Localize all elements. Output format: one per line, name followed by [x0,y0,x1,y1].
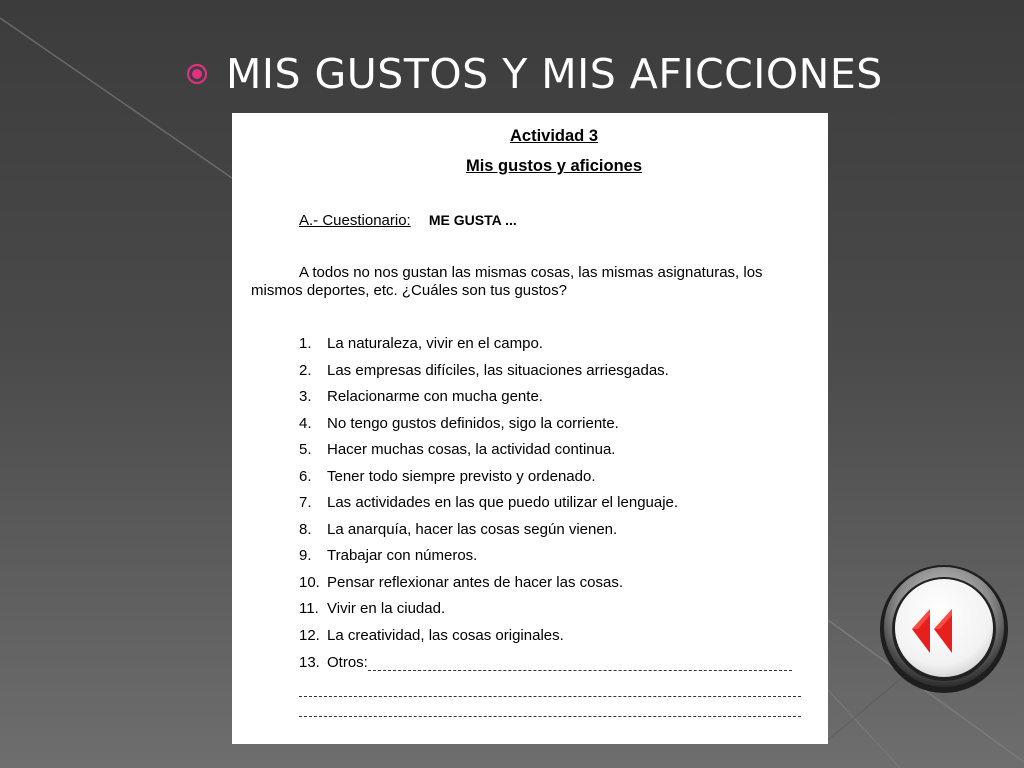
list-item [299,521,617,538]
list-item-number: 4. [299,415,312,432]
list-item [299,547,477,564]
list-item-number: 5. [299,441,312,458]
intro-paragraph: A todos no nos gustan las mismas cosas, las mismas asignaturas, los mismos deportes, etc. ¿Cuáles son tus gustos? [251,264,763,299]
list-item [299,362,669,379]
worksheet-subheading: Mis gustos y aficiones [465,157,643,175]
list-item [299,627,564,644]
list-item [299,415,619,432]
list-item [299,600,445,617]
list-item [299,494,678,511]
list-item-number: 6. [299,468,312,485]
list-item [299,574,623,591]
back-button[interactable] [878,563,1010,695]
list-item-number: 10. [299,574,320,591]
list-item-number: 3. [299,388,312,405]
slide-title [186,48,883,100]
list-item-text: Las actividades en las que puedo utilizar el lenguaje. [327,494,679,511]
otros-label: Otros: [327,654,368,671]
list-item-number: 11. [299,600,319,617]
section-header [299,212,517,229]
answer-line [299,716,801,717]
list-item-number: 1. [299,335,312,352]
section-label: A.- Cuestionario: [299,212,411,229]
answer-line [299,696,801,697]
list-item-text: La creatividad, las cosas originales. [327,627,564,644]
list-item-text: Tener todo siempre previsto y ordenado. [327,468,596,485]
list-item-text: La naturaleza, vivir en el campo. [327,335,543,352]
list-item-number: 13. [299,654,320,671]
otros-answer-line [368,656,792,671]
list-item-text: Pensar reflexionar antes de hacer las cosas. [327,574,623,591]
worksheet-document [232,113,828,744]
list-item-number: 7. [299,494,312,511]
section-value: ME GUSTA ... [428,212,517,228]
list-item-number: 8. [299,521,312,538]
list-item-text: La anarquía, hacer las cosas según vienen. [327,521,618,538]
list-item-number: 12. [299,627,320,644]
list-item-text: Vivir en la ciudad. [327,600,446,617]
list-item-text: Trabajar con números. [327,547,478,564]
circle-bullet-icon [186,63,208,85]
list-item-number: 2. [299,362,312,379]
worksheet-heading: Actividad 3 [509,127,599,145]
slide-title-text: MIS GUSTOS Y MIS AFICCIONES [226,50,883,98]
list-item [299,335,543,352]
list-item [299,388,543,405]
list-item-text: Hacer muchas cosas, la actividad continua. [327,441,616,458]
list-item-text: Relacionarme con mucha gente. [327,388,543,405]
list-item-text: Las empresas difíciles, las situaciones arriesgadas. [327,362,669,379]
otros-item [299,654,792,671]
list-item [299,441,615,458]
list-item-text: No tengo gustos definidos, sigo la corriente. [327,415,619,432]
list-item [299,468,595,485]
list-item-number: 9. [299,547,312,564]
